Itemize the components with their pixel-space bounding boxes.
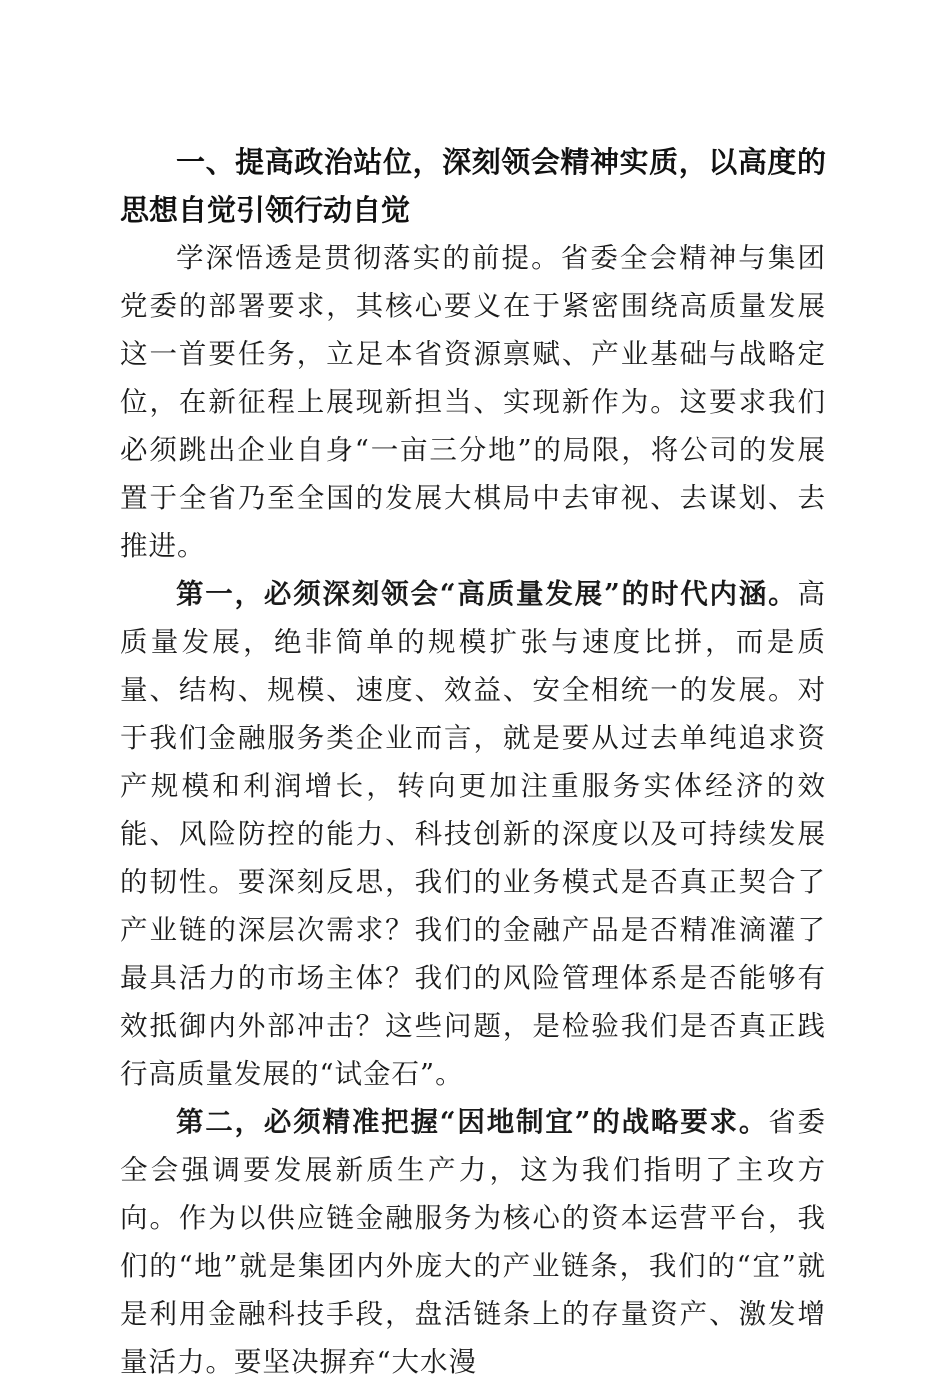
paragraph-3 xyxy=(120,1098,826,1386)
paragraph-2 xyxy=(120,570,826,1098)
section-heading: 一、提高政治站位，深刻领会精神实质，以高度的思想自觉引领行动自觉 xyxy=(120,145,826,227)
paragraph-3-lead: 第二，必须精准把握“因地制宜”的战略要求。 xyxy=(176,1106,769,1138)
document-body xyxy=(120,138,826,1386)
paragraph-1-text: 学深悟透是贯彻落实的前提。省委全会精神与集团党委的部署要求，其核心要义在于紧密围绕高质量发展这一首要任务，立足本省资源禀赋、产业基础与战略定位，在新征程上展现新担当、实现新作为。这要求我们必须跳出企业自身“一亩三分地”的局限，将公司的发展置于全省乃至全国的发展大棋局中去审视、去谋划、去推进。 xyxy=(120,242,826,562)
paragraph-3-text: 省委全会强调要发展新质生产力，这为我们指明了主攻方向。作为以供应链金融服务为核心的资本运营平台，我们的“地”就是集团内外庞大的产业链条，我们的“宜”就是利用金融科技手段，盘活链条上的存量资产、激发增量活力。要坚决摒弃“大水漫 xyxy=(120,1106,826,1378)
paragraph-2-text: 高质量发展，绝非简单的规模扩张与速度比拼，而是质量、结构、规模、速度、效益、安全相统一的发展。对于我们金融服务类企业而言，就是要从过去单纯追求资产规模和利润增长，转向更加注重服务实体经济的效能、风险防控的能力、科技创新的深度以及可持续发展的韧性。要深刻反思，我们的业务模式是否真正契合了产业链的深层次需求？我们的金融产品是否精准滴灌了最具活力的市场主体？我们的风险管理体系是否能够有效抵御内外部冲击？这些问题，是检验我们是否真正践行高质量发展的“试金石”。 xyxy=(120,578,826,1090)
paragraph-2-lead: 第一，必须深刻领会“高质量发展”的时代内涵。 xyxy=(176,578,798,610)
paragraph-1 xyxy=(120,234,826,570)
